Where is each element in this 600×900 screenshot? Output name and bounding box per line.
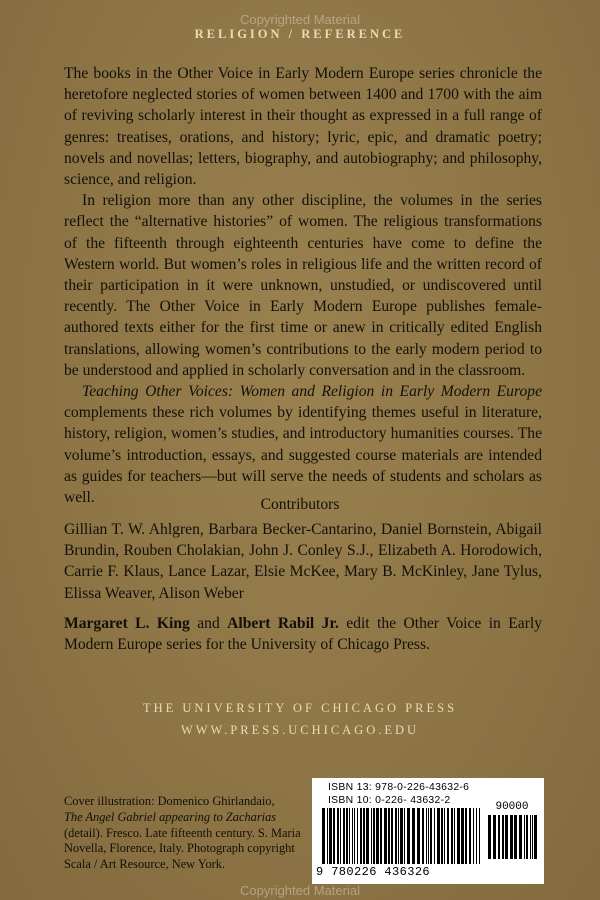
barcode-bar: [519, 815, 522, 859]
artwork-detail: (detail).: [64, 825, 103, 840]
barcode-bar: [391, 808, 393, 864]
barcode-bar: [514, 815, 517, 859]
barcode-bar: [444, 808, 445, 864]
isbn10: ISBN 10: 0-226- 43632-2: [328, 795, 451, 806]
barcode-bar: [426, 808, 427, 864]
barcode-bar: [346, 808, 348, 864]
editor-name-1: Margaret L. King: [64, 615, 190, 632]
barcode-bar: [373, 808, 375, 864]
barcode-bar: [337, 808, 339, 864]
barcode-bar: [457, 808, 460, 864]
price-code: 90000: [495, 801, 529, 813]
blurb-paragraph-2: In religion more than any other discipline, the volumes in the series reflect the “alternative histories” of women. The religious transformations of the fifteenth through eighteenth centuries have come to define the Western world. But women’s roles in religious life and the written record of their participation in it were unknown, unstudied, or undiscovered until recently. The Other Voice in Early Modern Europe publishes female-authored texts either for the first time or anew in critically edited English translations, allowing women’s contributions to the early modern period to be understood and applied in scholarly conversation and in the classroom.: [64, 192, 542, 379]
isbn13: ISBN 13: 978-0-226-43632-6: [328, 782, 470, 793]
barcode-bar: [534, 815, 537, 859]
book-title: Teaching Other Voices: Women and Religion in Early Modern Europe: [82, 383, 542, 401]
barcode-bar: [437, 808, 440, 864]
barcode-bar: [502, 815, 504, 859]
editor-name-2: Albert Rabil Jr.: [227, 615, 339, 632]
barcode-bar: [441, 808, 443, 864]
barcode-bar: [407, 808, 410, 864]
blurb-paragraph-3: [64, 381, 542, 508]
watermark-top: Copyrighted Material: [240, 12, 360, 27]
barcode-bar: [380, 808, 382, 864]
barcode-bar: [352, 808, 353, 864]
barcode-bar: [465, 808, 467, 864]
barcode-bar: [451, 808, 453, 864]
barcode-bar: [333, 808, 335, 864]
publisher-name: THE UNIVERSITY OF CHICAGO PRESS: [142, 701, 458, 715]
barcode-bar: [363, 808, 365, 864]
barcode-bar: [357, 808, 358, 864]
publisher-url: WWW.PRESS.UCHICAGO.EDU: [180, 723, 420, 737]
barcode-bar: [430, 808, 432, 864]
editors-note: [64, 613, 542, 655]
cover-credit-rest: Fresco. Late fifteenth century. S. Maria Novella, Florence, Italy. Photograph copyright Scala / Art Resource, New York.: [64, 825, 301, 872]
barcode-bar: [349, 808, 350, 864]
barcode-bar: [479, 808, 480, 864]
barcode-bar: [398, 808, 399, 864]
ean-digits: 9 780226 436326: [316, 865, 431, 879]
barcode-bar: [532, 815, 533, 859]
barcode-bar: [400, 808, 403, 864]
blurb-paragraph-1: The books in the Other Voice in Early Modern Europe series chronicle the heretofore neglected stories of women between 1400 and 1700 with the aim of reviving scholarly interest in their thought as expressed in a full range of genres: treatises, orations, and history; lyric, epic, and dramatic poetry; novels and novellas; letters, biography, and autobiography; and philosophy, science, and religion.: [64, 65, 542, 189]
barcode-bar: [329, 808, 332, 864]
cover-credit-line1: Cover illustration: Domenico Ghirlandaio,: [64, 794, 275, 808]
ean-barcode: [322, 808, 484, 866]
barcode-bar: [454, 808, 455, 864]
barcode-bar: [360, 808, 362, 864]
category-label: RELIGION / REFERENCE: [194, 27, 406, 41]
barcode-bar: [384, 808, 387, 864]
barcode-bar: [473, 808, 474, 864]
barcode-bar: [530, 815, 531, 859]
contributors-list: Gillian T. W. Ahlgren, Barbara Becker-Cantarino, Daniel Bornstein, Abigail Brundin, Rouben Cholakian, John J. Conley S.J., Elizabeth A. Horodowich, Carrie F. Klaus, Lance Lazar, Elsie McKee, Mary B. McKinley, Jane Tylus, Elissa Weaver, Alison Weber: [64, 521, 542, 602]
barcode-bar: [412, 808, 415, 864]
barcode-bar: [510, 815, 513, 859]
barcode-bar: [434, 808, 435, 864]
barcode-bar: [524, 815, 525, 859]
watermark-bottom: Copyrighted Material: [240, 883, 360, 898]
barcode-bar: [488, 815, 491, 859]
barcode-bar: [343, 808, 345, 864]
barcode-bar: [526, 815, 528, 859]
barcode-bar: [422, 808, 424, 864]
barcode-bar: [476, 808, 477, 864]
barcode-bar: [322, 808, 325, 864]
barcode-bar: [388, 808, 390, 864]
barcode-bar: [447, 808, 449, 864]
barcode-bar: [428, 808, 429, 864]
barcode-bar: [493, 815, 496, 859]
contributors-heading: Contributors: [260, 496, 340, 513]
publisher-block: [0, 697, 600, 741]
addon-barcode: [488, 815, 538, 865]
blurb: [64, 63, 542, 508]
barcode-bar: [404, 808, 405, 864]
editors-and: and: [189, 615, 228, 632]
barcode-bar: [376, 808, 379, 864]
cover-credit: [64, 794, 314, 873]
artwork-title: The Angel Gabriel appearing to Zacharias: [64, 809, 277, 824]
barcode-panel: [312, 778, 544, 884]
barcode-bar: [498, 815, 500, 859]
barcode-bar: [371, 808, 372, 864]
barcode-bar: [395, 808, 397, 864]
barcode-bar: [469, 808, 471, 864]
editors-text: edit the Other Voice in Early Modern Europe series for the University of Chicago Press.: [64, 615, 543, 654]
barcode-bar: [354, 808, 355, 864]
barcode-bar: [417, 808, 420, 864]
barcode-bar: [505, 815, 508, 859]
blurb-paragraph-3-text: complements these rich volumes by identifying themes useful in literature, history, religion, women’s studies, and introductory humanities courses. The volume’s introduction, essays, and suggested course materials are intended as guides for teachers—but will serve the needs of students and scholars as well.: [64, 404, 542, 507]
barcode-bar: [340, 808, 341, 864]
barcode-bar: [461, 808, 464, 864]
barcode-bar: [327, 808, 328, 864]
barcode-bar: [366, 808, 369, 864]
